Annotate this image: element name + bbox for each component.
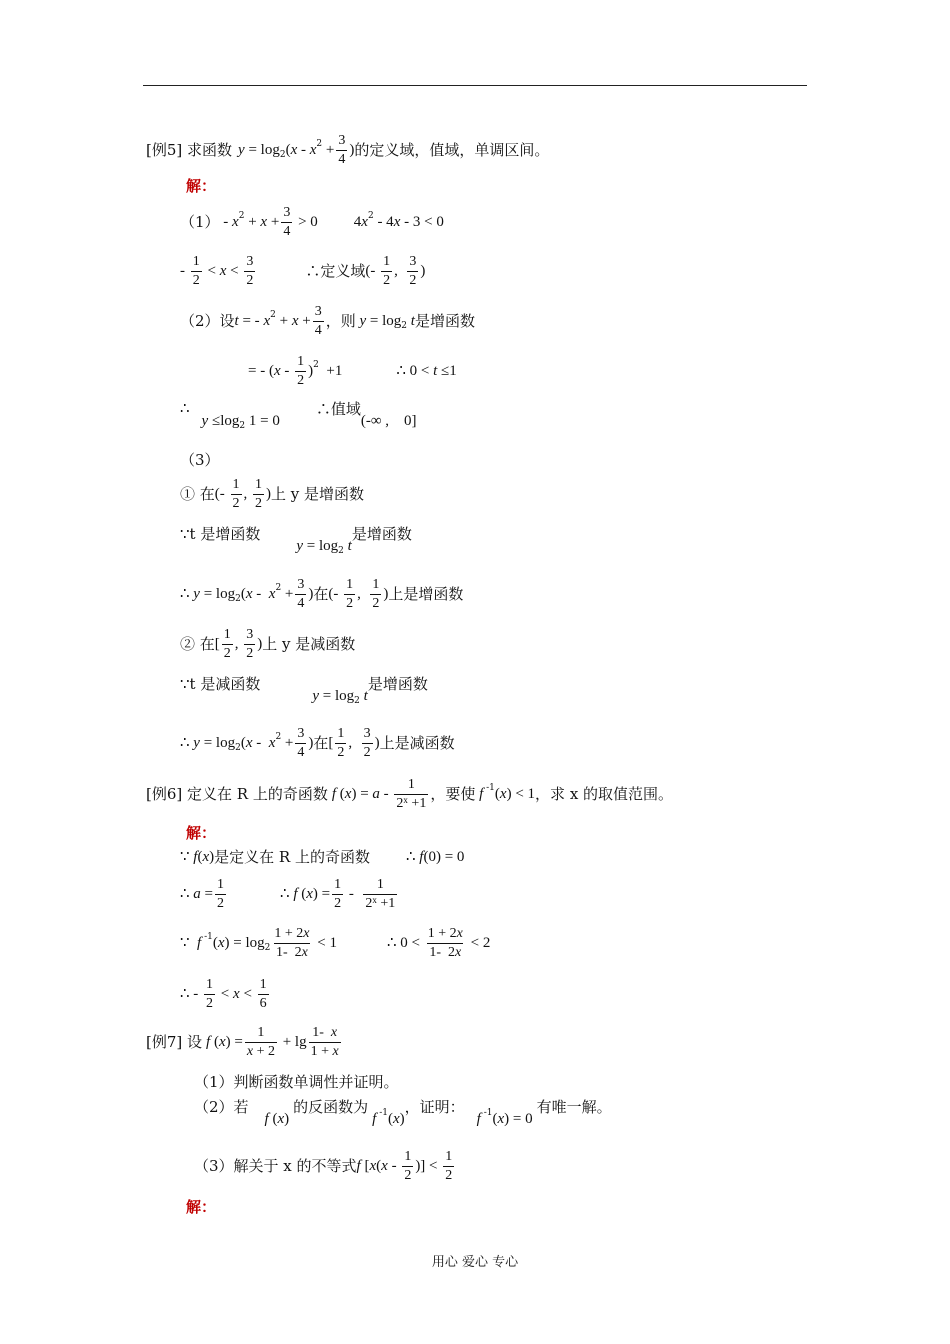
header-rule bbox=[143, 85, 807, 86]
ex5-step2b: = - ( x - $\frac{1}{2}$ ) 2 +1 ∴ 0 < t ≤1 bbox=[248, 354, 457, 388]
ex5-case2-reason: ∵t 是减函数 y = log 2 t 是增函数 bbox=[180, 675, 428, 706]
ex7-q1: （1）判断函数单调性并证明。 bbox=[194, 1073, 399, 1091]
ex7-q2: （2）若 f ( x ) 的反函数为 f -1 ( x ) ，证明： f -1 ( x ) = 0 有唯一解。 bbox=[194, 1098, 612, 1127]
ex5-step2: （2）设 t = - x 2 + x + $\frac{3}{4}$ ，则 y = log 2 t 是增函数 bbox=[180, 304, 475, 338]
ex6-line4: ∴ - $\frac{1}{2}$ < x < $\frac{1}{6}$ bbox=[180, 977, 267, 1011]
ex5-case2-conclusion: ∴ y = log 2 ( x - x 2 + $\frac{3}{4}$ ) 在 [ $\frac{1}{2}$ , $\frac{3}{2}$ ) 上是减函数 bbox=[180, 726, 455, 760]
page-footer: 用心 爱心 专心 bbox=[431, 1255, 519, 1270]
ex6-line3: ∵ f -1 ( x ) = log 2 $\frac{1 + 2x}{1- 2x}$ < 1 ∴ 0 < $\frac{1 + 2x}{1- 2x}$ < 2 bbox=[180, 926, 491, 960]
ex6-title: [例6] 定义在 R 上的奇函数 bbox=[146, 785, 328, 803]
ex5-range-line: ∴ y ≤log 2 1 = 0 ∴值域 (-∞ , 0] bbox=[180, 400, 417, 431]
ex5-domain-line: - $\frac{1}{2}$ < x < $\frac{3}{2}$ ∴定义域 (- $\frac{1}{2}$ , $\frac{3}{2}$ ) bbox=[180, 254, 426, 288]
ex5-title: [例5] 求函数 bbox=[146, 141, 233, 159]
ex5-case1-conclusion: ∴ y = log 2 ( x - x 2 + $\frac{3}{4}$ ) 在 (- $\frac{1}{2}$ , $\frac{1}{2}$ ) 上是增函数 bbox=[180, 577, 464, 611]
ex5-case1: ① 在 (- $\frac{1}{2}$ , $\frac{1}{2}$ ) 上 y 是增函数 bbox=[180, 477, 365, 511]
ex6-title-line: [例6] 定义在 R 上的奇函数 f ( x ) = a - $\frac{1}{2^x +1}$ ，要使 f -1 ( x ) < 1 ，求 x 的取值范围。 bbox=[146, 777, 674, 811]
ex7-solution-label: 解： bbox=[186, 1198, 217, 1216]
ex6-line1: ∵ f ( x ) 是定义在 R 上的奇函数 ∴ f (0) = 0 bbox=[180, 848, 465, 866]
ex5-title-line: [例5] 求函数 y = log 2 ( x - x 2 + $\frac{3}{4}$ ) 的定义域，值域，单调区间。 bbox=[146, 133, 550, 167]
ex5-case1-reason: ∵t 是增函数 y = log 2 t 是增函数 bbox=[180, 525, 412, 556]
ex7-title-line: [例7] 设 f ( x ) = $\frac{1}{x + 2}$ + lg $\frac{1- x}{1 + x}$ bbox=[146, 1025, 339, 1059]
ex5-step1: （1） - x 2 + x + $\frac{3}{4}$ > 0 4 x 2 - 4 x - 3 < 0 bbox=[180, 205, 444, 239]
ex7-title: [例7] 设 bbox=[146, 1033, 203, 1051]
ex5-solution-label: 解： bbox=[186, 177, 217, 195]
ex7-q3: （3）解关于 x 的不等式 f [ x ( x - $\frac{1}{2}$ )] < $\frac{1}{2}$ bbox=[194, 1149, 453, 1183]
ex5-title-tail: 的定义域，值域，单调区间。 bbox=[354, 141, 550, 159]
ex5-case2: ② 在 [ $\frac{1}{2}$ , $\frac{3}{2}$ ) 上 y 是减函数 bbox=[180, 627, 356, 661]
ex6-solution-label: 解： bbox=[186, 824, 217, 842]
ex6-line2: ∴ a = $\frac{1}{2}$ ∴ f ( x ) = $\frac{1}{2}$ - $\frac{1}{2^x +1}$ bbox=[180, 877, 396, 911]
ex5-step3: （3） bbox=[180, 451, 220, 469]
